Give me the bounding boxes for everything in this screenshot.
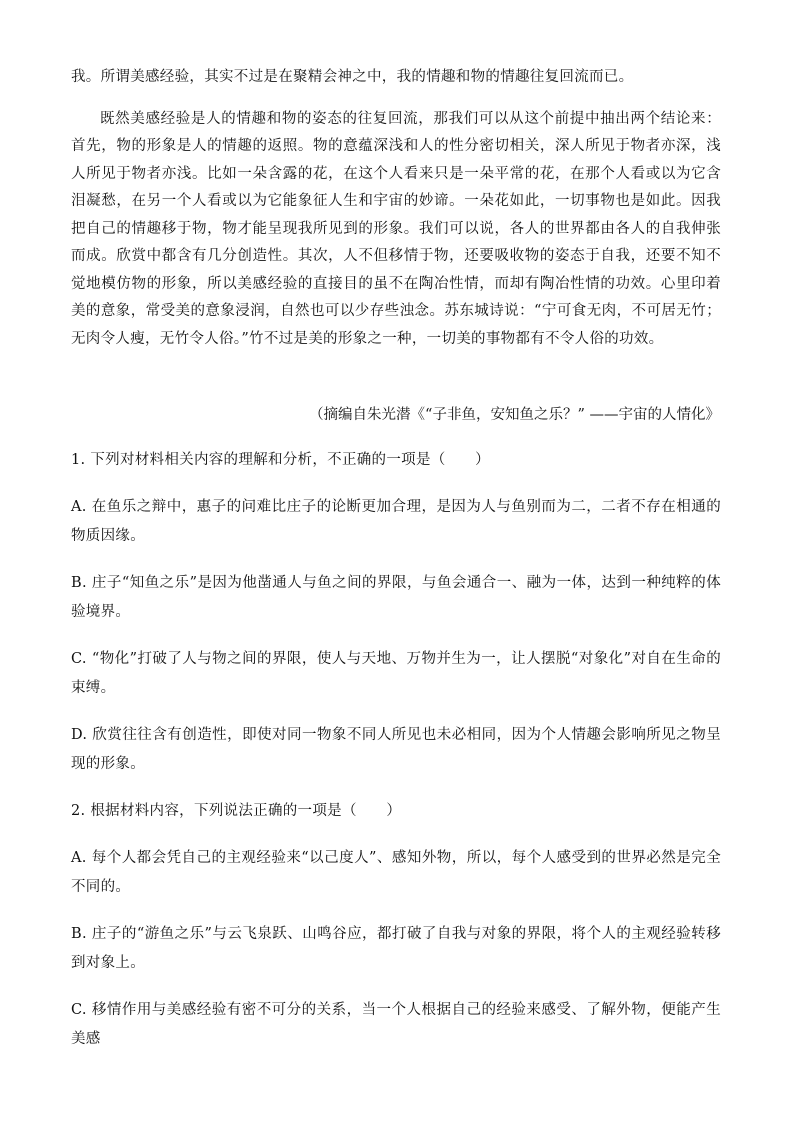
passage-source: （摘编自朱光潜《“子非鱼，安知鱼之乐？” ——宇宙的人情化》 xyxy=(309,407,720,423)
question-2-stem: 2. 根据材料内容，下列说法正确的一项是（ ） xyxy=(71,803,402,819)
question-1-option-c: C. “物化”打破了人与物之间的界限，使人与天地、万物并生为一，让人摆脱“对象化”对自在生命的束缚。 xyxy=(71,651,721,696)
question-1-option-b: B. 庄子“知鱼之乐”是因为他凿通人与鱼之间的界限，与鱼会通合一、融为一体，达到一种纯粹的体验境界。 xyxy=(71,575,721,620)
question-2-option-c: C. 移情作用与美感经验有密不可分的关系，当一个人根据自己的经验来感受、了解外物，便能产生美感 xyxy=(71,1002,721,1047)
question-2-option-a: A. 每个人都会凭自己的主观经验来“以己度人”、感知外物，所以，每个人感受到的世界必然是完全不同的。 xyxy=(71,850,721,895)
passage-continuation: 我。所谓美感经验，其实不过是在聚精会神之中，我的情趣和物的情趣往复回流而已。 xyxy=(71,69,634,85)
question-list xyxy=(71,446,721,1054)
question-2-option-b: B. 庄子的“游鱼之乐”与云飞泉跃、山鸣谷应，都打破了自我与对象的界限，将个人的主观经验转移到对象上。 xyxy=(71,926,721,971)
question-1-stem: 1. 下列对材料相关内容的理解和分析，不正确的一项是（ ） xyxy=(71,452,490,468)
question-1-option-a: A. 在鱼乐之辩中，惠子的问难比庄子的论断更加合理，是因为人与鱼别而为二，二者不存在相通的物质因缘。 xyxy=(71,499,721,544)
reading-passage xyxy=(71,64,721,353)
question-1-option-d: D. 欣赏往往含有创造性，即使对同一物象不同人所见也未必相同，因为个人情趣会影响所见之物呈现的形象。 xyxy=(71,727,721,772)
passage-paragraph: 既然美感经验是人的情趣和物的姿态的往复回流，那我们可以从这个前提中抽出两个结论来：首先，物的形象是人的情趣的返照。物的意蕴深浅和人的性分密切相关，深人所见于物者亦深，浅人所见于物者亦浅。比如一朵含露的花，在这个人看来只是一朵平常的花，在那个人看或以为它含泪凝愁，在另一个人看或以为它能象征人生和宇宙的妙谛。一朵花如此，一切事物也是如此。因我把自己的情趣移于物，物才能呈现我所见到的形象。我们可以说，各人的世界都由各人的自我伸张而成。欣赏中都含有几分创造性。其次，人不但移情于物，还要吸收物的姿态于自我，还要不知不觉地模仿物的形象，所以美感经验的直接目的虽不在陶冶性情，而却有陶冶性情的功效。心里印着美的意象，常受美的意象浸润，自然也可以少存些浊念。苏东城诗说：“宁可食无肉，不可居无竹；无肉令人瘦，无竹令人俗。”竹不过是美的形象之一种，一切美的事物都有不令人俗的功效。 xyxy=(71,110,721,347)
